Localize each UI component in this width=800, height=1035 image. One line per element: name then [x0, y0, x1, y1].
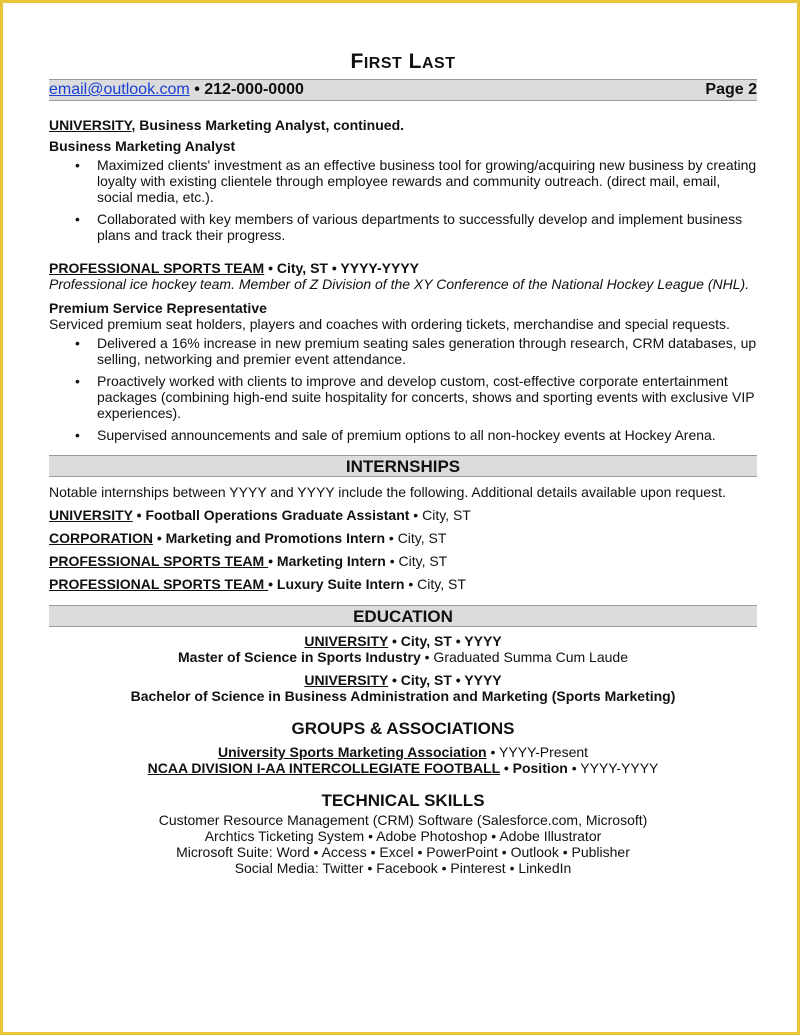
email-link[interactable]: email@outlook.com — [49, 81, 190, 98]
continued-job-header — [49, 117, 757, 133]
bullet-item: • Proactively worked with clients to improve and develop custom, cost-effective corporate entertainment packages (combining high-end suite hospitality for concerts, shows and sporting events with exclusive VIP experiences). — [75, 373, 757, 421]
sports-role: Premium Service Representative — [49, 300, 267, 316]
internships-heading: INTERNSHIPS — [49, 455, 757, 477]
internship-role: • Marketing Intern — [268, 553, 386, 569]
internship-location: • City, ST — [385, 530, 447, 546]
candidate-name — [49, 49, 757, 77]
sports-summary: Serviced premium seat holders, players and coaches with ordering tickets, merchandise and special requests. — [49, 316, 730, 332]
internship-role: • Football Operations Graduate Assistant — [132, 507, 410, 523]
skills-line: Archtics Ticketing System • Adobe Photoshop • Adobe Illustrator — [204, 828, 602, 844]
skills-line: Microsoft Suite: Word • Access • Excel • PowerPoint • Outlook • Publisher — [176, 844, 630, 860]
contact-bar — [49, 79, 757, 101]
bullet-item: • Delivered a 16% increase in new premium seating sales generation through research, CRM databases, up selling, networking and premier event attendance. — [75, 335, 757, 367]
internship-org: PROFESSIONAL SPORTS TEAM — [49, 553, 269, 569]
education-note: • Graduated Summa Cum Laude — [420, 649, 628, 665]
name-first-rest: IRST — [363, 55, 403, 72]
contact-info — [49, 82, 304, 98]
groups-heading: GROUPS & ASSOCIATIONS — [291, 719, 515, 738]
internship-item — [49, 530, 757, 546]
internship-location: • City, ST — [385, 553, 448, 569]
education-school-line — [49, 633, 757, 649]
group-name: University Sports Marketing Association — [217, 744, 487, 760]
skills-line: Social Media: Twitter • Facebook • Pinterest • LinkedIn — [234, 860, 572, 876]
bullet-item: • Maximized clients' investment as an effective business tool for growing/acquiring new business by creating loyalty with existing clientele through employee rewards and community outreach. (direct mail, email, social media, etc.). — [75, 157, 757, 205]
skills-line: Customer Resource Management (CRM) Software (Salesforce.com, Microsoft) — [158, 812, 648, 828]
internship-org: UNIVERSITY — [49, 507, 133, 523]
education-degree-line — [49, 688, 757, 704]
continued-title: , Business Marketing Analyst, continued. — [131, 117, 405, 133]
education-school: UNIVERSITY — [304, 672, 389, 688]
education-school: UNIVERSITY — [304, 633, 389, 649]
internship-role: • Marketing and Promotions Intern — [152, 530, 386, 546]
name-last-initial: L — [408, 50, 422, 73]
name-last-rest: AST — [421, 55, 456, 72]
education-meta: • City, ST • YYYY — [388, 672, 502, 688]
education-degree-line — [49, 649, 757, 665]
sports-description: Professional ice hockey team. Member of Z Division of the XY Conference of the National Hockey League (NHL). — [49, 276, 750, 292]
sports-bullets — [75, 335, 757, 443]
internship-location: • City, ST — [404, 576, 466, 592]
name-first-initial: F — [350, 50, 364, 73]
internship-location: • City, ST — [409, 507, 471, 523]
resume-page — [49, 49, 757, 876]
group-dates: • YYYY-Present — [486, 744, 589, 760]
bullet-item: • Supervised announcements and sale of premium options to all non-hockey events at Hockey Arena. — [75, 427, 757, 443]
internship-item — [49, 576, 757, 592]
group-item — [49, 760, 757, 776]
internship-role: • Luxury Suite Intern — [268, 576, 405, 592]
internship-item — [49, 553, 757, 569]
continued-role: Business Marketing Analyst — [49, 138, 236, 154]
sports-employer: PROFESSIONAL SPORTS TEAM — [49, 260, 265, 276]
group-name: NCAA DIVISION I-AA INTERCOLLEGIATE FOOTBALL — [147, 760, 500, 776]
internships-intro: Notable internships between YYYY and YYYY include the following. Additional details available upon request. — [49, 484, 726, 500]
continued-bullets — [75, 157, 757, 243]
education-degree: Master of Science in Sports Industry — [178, 649, 421, 665]
bullet-item: • Collaborated with key members of various departments to successfully develop and implement business plans and track their progress. — [75, 211, 757, 243]
group-item — [49, 744, 757, 760]
internship-item — [49, 507, 757, 523]
group-position: • Position — [499, 760, 568, 776]
education-school-line — [49, 672, 757, 688]
internship-org: CORPORATION — [49, 530, 153, 546]
education-degree: Bachelor of Science in Business Administration and Marketing (Sports Marketing) — [130, 688, 676, 704]
sports-location-dates: • City, ST • YYYY-YYYY — [264, 260, 419, 276]
group-dates: • YYYY-YYYY — [567, 760, 659, 776]
sports-job-header — [49, 260, 757, 276]
education-heading: EDUCATION — [49, 605, 757, 627]
contact-separator: • — [189, 81, 205, 98]
skills-heading: TECHNICAL SKILLS — [321, 791, 485, 810]
education-meta: • City, ST • YYYY — [388, 633, 502, 649]
page-number: Page 2 — [705, 81, 757, 98]
continued-employer: UNIVERSITY — [49, 117, 132, 133]
internship-org: PROFESSIONAL SPORTS TEAM — [49, 576, 269, 592]
phone-number: 212-000-0000 — [204, 81, 304, 98]
